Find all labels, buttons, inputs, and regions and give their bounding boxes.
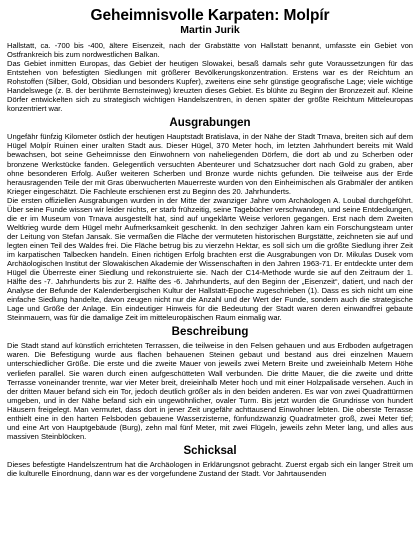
intro-paragraph-2: Das Gebiet inmitten Europas, das Gebiet der heutigen Slowakei, besaß damals sehr gute Voraussetzungen für das Entstehen von befestigten Siedlungen mit größerer Bevölkerungskonzentration. Erstens war es der Reichtum an Rohstoffen (Silber, Gold, Obsidian und besonders Kupfer), zweitens eine sehr günstige geografische Lage; viele wichtige Handelswege (z. B. der berühmte Bernsteinweg) kreuzten dieses Gebiet. Es blühte zu Beginn der Bronzezeit auf. Kleine Dörfer entwickelten sich zu strategisch wichtigen Handelszentren, in denen später der größte Reichtum Mitteleuropas konzentriert war. — [7, 59, 413, 114]
section-paragraph: Dieses befestigte Handelszentrum hat die Archäologen in Erklärungsnot gebracht. Zuerst ergab sich ein langer Streit um die kulturelle Einordnung, dann war es der vorgefundene Zustand der Stadt. Vor Jahrtausenden — [7, 459, 413, 478]
intro-paragraph-1: Hallstatt, ca. -700 bis -400, ältere Eisenzeit, nach der Grabstätte von Hallstatt benannt, umfasste ein Gebiet von Ostfrankreich bis zum nordwestlichen Balkan. — [7, 41, 413, 60]
page-title: Geheimnisvolle Karpaten: Molpír — [90, 7, 330, 24]
section-heading: Schicksal — [183, 444, 237, 457]
section-paragraph: Die ersten offiziellen Ausgrabungen wurden in der Mitte der zwanziger Jahre vom Archäologen A. Loubal durchgeführt. Über seine Funde wissen wir leider nichts, er starb frühzeitig, seine Tagebücher verschwanden, und seine Entdeckungen, die er im Museum von Trnava ausgestellt hat, sind auf ungeklärte Weise verloren gegangen. Erst nach dem Zweiten Weltkrieg wurde dem Hügel mehr Aufmerksamkeit geschenkt. In den sechziger Jahren kam ein Forschungsteam unter der Leitung von Stefan Jansak. Sie vermaßen die Fläche der vermuteten historischen Burgstätte, zeichneten sie auf und legten einen Teil des Waldes frei. Die Fläche betrug bis zu vierzehn Hektar, es soll sich um die größte Siedlung ihrer Zeit im karpatischen Talbecken handeln. Einen richtigen Erfolg brachten erst die Ausgrabungen von Dr. Mikulas Dusek vom Archäologischen Institut der Slowakischen Akademie der Wissenschaften in den Jahren 1963-71. Er entdeckte unter dem Hügel die Überreste einer Siedlung und rekonstruierte sie. Nach der C14-Methode wurde sie auf den Zeitraum der 1. Hälfte des -7. Jahrhunderts bis zur 2. Hälfte des -6. Jahrhunderts, auf den Beginn der „Eisenzeit“, datiert, und nach der Analyse der Befunde der Kalenderbergischen Kultur der Hallstatt-Epoche zugeschrieben (1). Dass es sich nicht um eine einfache Siedlung handelte, davon zeugen nicht nur die Anzahl und der Wert der Funde, sondern auch die strategische Lage und Größe der Anlage. Ein eindeutiger Hinweis für die Bedeutung der Stadt waren deren einwandfrei gebaute Steinmauern, was für die damalige Zeit im mitteleuropäischen Raum einmalig war. — [7, 195, 413, 323]
section-heading: Ausgrabungen — [169, 117, 251, 130]
section-paragraph: Die Stadt stand auf künstlich errichteten Terrassen, die teilweise in den Felsen gehauen und aus Erdboden aufgetragen waren. Die Befestigung wurde aus flachen behauenen Steinen gebaut und bestand aus drei einzelnen Mauern unterschiedlicher Größe. Die erste und die zweite Mauer von jeweils zwei Metern Breite und zweieinhalb Metern Höhe verliefen parallel. Sie waren durch einen aufgeschütteten Wall verbunden. Die dritte Mauer, die die zweite und dritte Terrasse voneinander trennte, war vier Meter breit, dreieinhalb Meter hoch und mit einer Holzpalisade versehen. Auch in der dritten Mauer befand sich ein Tor, jedoch deutlich größer als in den beiden anderen. Es war von zwei Quadrattürmen umgeben, und in der Nähe befand sich ein ungewöhnlicher, ovaler Turm. Bis jetzt wurden die Grundrisse von hundert Häusern freigelegt. Man vermutet, dass dort in jener Zeit ungefähr achttausend Einwohner lebten. Die oberste Terrasse enthielt eine in den harten Felsboden gebauene Wasserzisterne, fünfundzwanzig Quadratmeter groß, zwei Meter tief; und eine Art von Hauptgebäude (Burg), zehn mal fünf Meter, mit zwei Flügeln, jeweils zehn Meter lang, und alles aus massiven Steinblöcken. — [7, 341, 413, 441]
section-ausgrabungen — [7, 117, 413, 322]
section-schicksal — [7, 445, 413, 478]
section-paragraph: Ungefähr fünfzig Kilometer östlich der heutigen Hauptstadt Bratislava, in der Nähe der Stadt Trnava, breiten sich auf dem Hügel Molpír Ruinen einer uralten Stadt aus. Dieser Hügel, 370 Meter hoch, im letzten Jahrhundert bereits mit Wald bewachsen, bot seine Geheimnisse den Einwohnern von naheliegenden Dörfern, die dort ab und zu Scherben oder bronzene Werkstücke fanden. Gelegentlich versuchten Abenteurer und Schatzsucher dort nach Gold zu graben, aber ohne besonderen Erfolg. Außer weiteren Scherben und Bronze wurde nichts gefunden. Die teilweise aus der Erde herausragenden Teile der mit Gras überwucherten Mauerreste wurden von den Einheimischen als Grabmäler der antiken Krieger eingeschätzt. Die Fachleute erschienen erst zu Beginn des 20. Jahrhunderts. — [7, 132, 413, 196]
section-heading: Beschreibung — [171, 326, 249, 339]
section-beschreibung — [7, 326, 413, 441]
author-name: Martin Jurik — [180, 24, 240, 36]
